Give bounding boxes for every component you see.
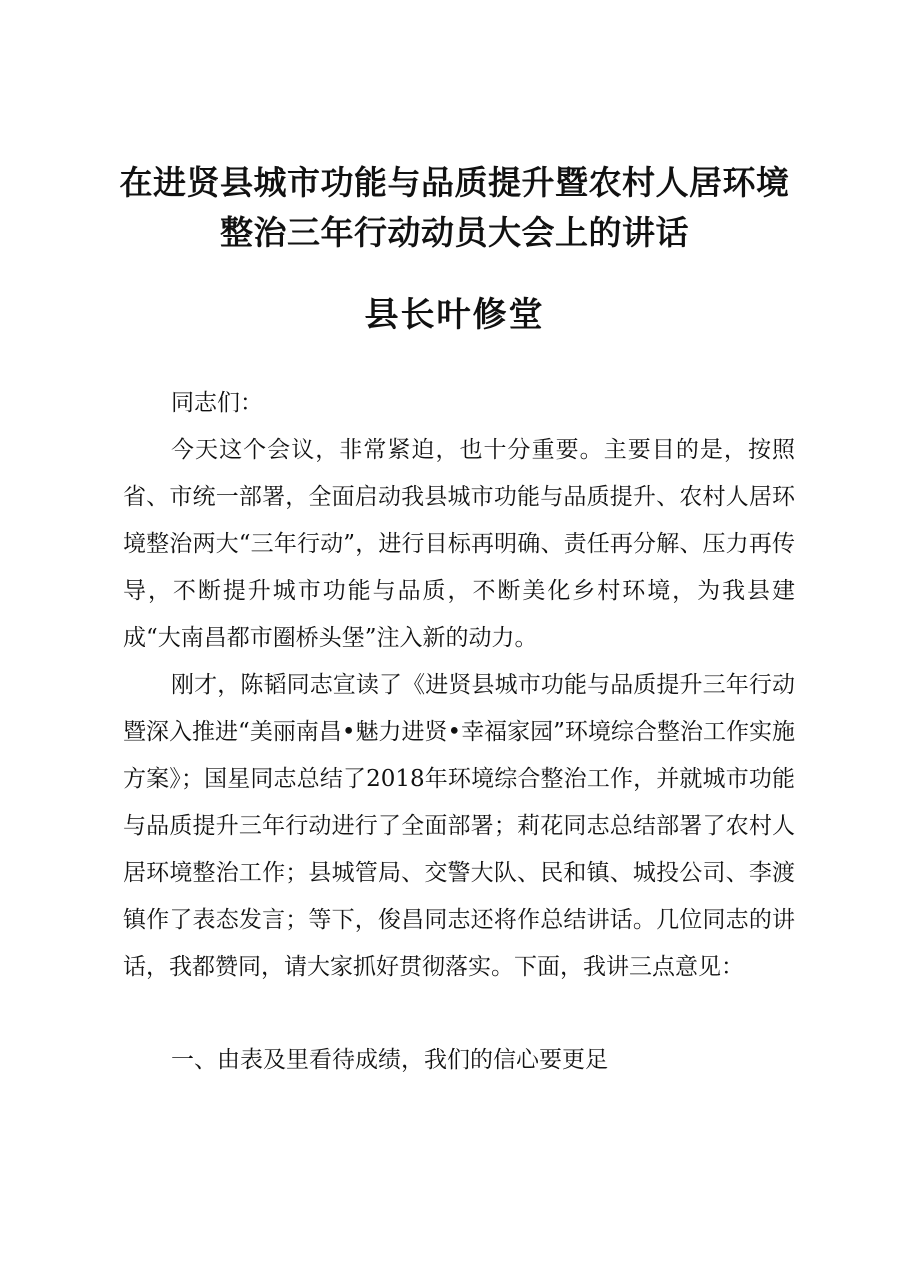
paragraph-2 xyxy=(123,662,795,991)
paragraph-2-text: 刚才，陈韬同志宣读了《进贤县城市功能与品质提升三年行动暨深入推进“美丽南昌•魅力进贤•幸福家园”环境综合整治工作实施方案》；国星同志总结了2018年环境综合整治工作，并就城市功能与品质提升三年行动进行了全面部署；莉花同志总结部署了农村人居环境整治工作；县城管局、交警大队、民和镇、城投公司、李渡镇作了表态发言；等下，俊昌同志还将作总结讲话。几位同志的讲话，我都赞同，请大家抓好贯彻落实。下面，我讲三点意见： xyxy=(123,672,795,980)
salutation xyxy=(123,380,795,427)
speaker-name: 县长叶修堂 xyxy=(364,295,545,335)
salutation-text: 同志们： xyxy=(171,390,263,416)
section-heading-1 xyxy=(123,1037,795,1084)
paragraph-1 xyxy=(123,427,795,662)
section-heading-1-text: 一、由表及里看待成绩，我们的信心要更足 xyxy=(171,1047,608,1073)
paragraph-1-text: 今天这个会议，非常紧迫，也十分重要。主要目的是，按照省、市统一部署，全面启动我县城市功能与品质提升、农村人居环境整治两大“三年行动”，进行目标再明确、责任再分解、压力再传导，不断提升城市功能与品质，不断美化乡村环境，为我县建成“大南昌都市圈桥头堡”注入新的动力。 xyxy=(123,437,795,651)
document-title-line-1: 在进贤县城市功能与品质提升暨农村人居环境 xyxy=(119,163,790,202)
document-title-line-2: 整治三年行动动员大会上的讲话 xyxy=(220,213,689,252)
